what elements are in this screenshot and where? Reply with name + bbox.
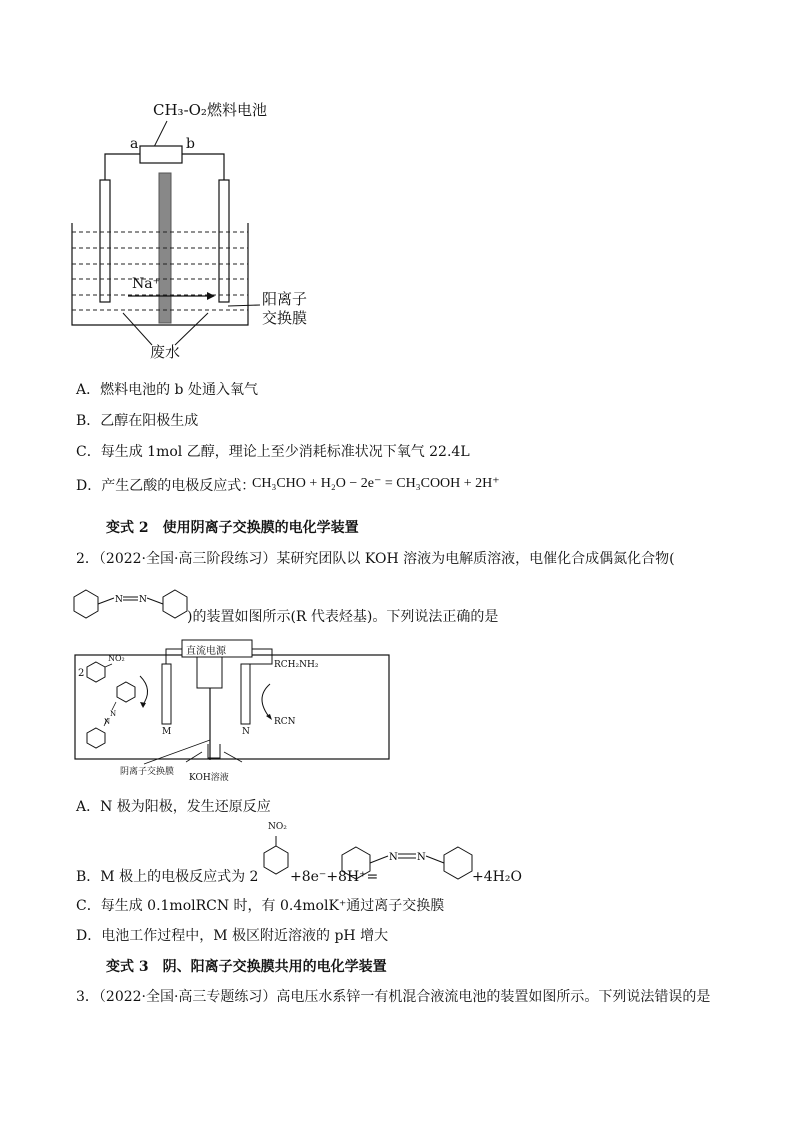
fig-coefficient: 2 [78, 668, 85, 679]
membrane-label-line1: 阳离子 [262, 290, 308, 308]
svg-text:N: N [389, 852, 398, 863]
benzene-ring-left [74, 590, 98, 618]
q1-option-b: B．乙醇在阳极生成 [76, 413, 199, 429]
variant3-heading: 变式 3 阴、阳离子交换膜共用的电化学装置 [106, 959, 387, 975]
battery-box [140, 146, 182, 163]
battery-label: CH₃-O₂燃料电池 [153, 101, 267, 119]
power-source-label: 直流电源 [186, 646, 226, 657]
curved-arrow-right [262, 684, 270, 718]
curved-arrow-left [140, 676, 148, 706]
wastewater-pointer-left [123, 313, 152, 345]
fig-koh-label: KOH溶液 [189, 773, 229, 783]
wire-left [105, 154, 140, 180]
azo-compound-structure [72, 586, 197, 622]
svg-text:N: N [115, 595, 123, 605]
na-ion-label: Na⁺ [132, 276, 160, 292]
membrane-label-line2: 交换膜 [262, 309, 308, 327]
q1-option-d-formula: CH₃CHO + H₂O − 2e⁻ = CH₃COOH + 2H⁺ [252, 476, 500, 491]
terminal-a-label: a [130, 136, 139, 152]
nitrobenzene-ring [87, 662, 105, 682]
battery-pointer-line [154, 121, 167, 147]
terminal-b-label: b [186, 136, 195, 152]
membrane-pointer [228, 305, 260, 306]
wastewater-pointer-right [175, 313, 208, 345]
fig-electrode-n-label: N [242, 727, 250, 737]
fig-amine-label: RCH₂NH₂ [274, 660, 319, 670]
fig-membrane-label: 阴离子交换膜 [120, 767, 175, 777]
q1-option-c: C．每生成 1mol 乙醇，理论上至少消耗标准状况下氧气 22.4L [76, 444, 470, 460]
svg-text:N: N [417, 852, 426, 863]
electrode-right [219, 180, 229, 302]
q1-option-d-prefix: D．产生乙酸的电极反应式： [76, 478, 256, 494]
fig-nitrile-label: RCN [274, 717, 296, 727]
wire-right [182, 154, 224, 180]
q2-option-b-end: +4H₂O [472, 869, 522, 885]
q3-intro: 3．（2022·全国·高三专题练习）高电压水系锌一有机混合液流电池的装置如图所示。下列说法错误的是 [76, 989, 711, 1005]
electrode-m [162, 664, 171, 724]
q2-intro: 2．（2022·全国·高三阶段练习）某研究团队以 KOH 溶液为电解质溶液，电催化合成偶氮化合物( [76, 551, 675, 567]
product-ring-top [117, 682, 135, 702]
wastewater-label: 废水 [150, 343, 181, 361]
na-arrow-head [207, 292, 215, 300]
svg-text:N: N [104, 718, 111, 726]
q2-option-b-middle: +8e⁻+8H⁺= [290, 869, 379, 885]
fig-nitro-label: NO₂ [108, 654, 125, 663]
q2-option-c: C．每生成 0.1molRCN 时，有 0.4molK⁺通过离子交换膜 [76, 898, 445, 914]
q2-option-d: D．电池工作过程中，M 极区附近溶液的 pH 增大 [76, 928, 389, 944]
variant2-heading: 变式 2 使用阴离子交换膜的电化学装置 [106, 520, 359, 536]
electrode-n [241, 664, 250, 724]
product-ring-bottom [87, 728, 105, 748]
electrode-left [100, 180, 110, 302]
outer-frame [75, 655, 389, 759]
q2-option-b-prefix: B．M 极上的电极反应式为 2 [76, 869, 259, 885]
figure-fuel-cell [60, 95, 340, 365]
q1-option-a: A．燃料电池的 b 处通入氧气 [76, 382, 258, 398]
q2-intro-continued: )的装置如图所示(R 代表烃基)。下列说法正确的是 [187, 609, 499, 625]
svg-text:N: N [139, 595, 147, 605]
benzene-ring-right [163, 590, 187, 618]
figure-azo-cell [74, 640, 390, 788]
option-b-azobenzene [340, 843, 480, 883]
q2-option-a: A．N 极为阳极，发生还原反应 [76, 799, 271, 815]
svg-text:N: N [110, 710, 117, 718]
fig-electrode-m-label: M [162, 727, 172, 737]
option-b-no2-label: NO₂ [268, 822, 287, 832]
